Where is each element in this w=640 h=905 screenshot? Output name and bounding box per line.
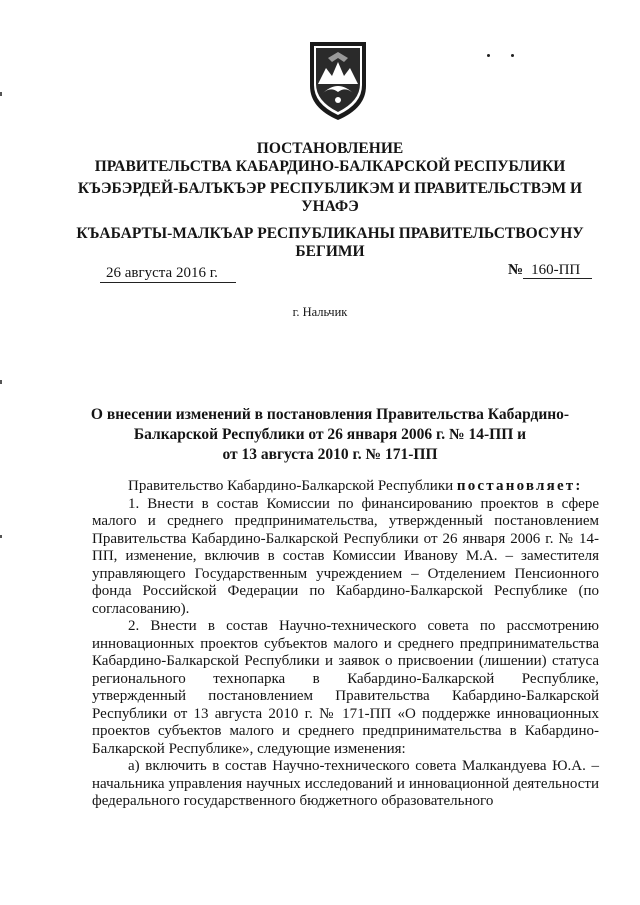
- document-title: [60, 405, 600, 465]
- heading-line: ПРАВИТЕЛЬСТВА КАБАРДИНО-БАЛКАРСКОЙ РЕСПУБЛИКИ: [94, 158, 566, 175]
- document-number: [508, 262, 592, 279]
- paragraph-2: 2. Внести в состав Научно-технического совета по рассмотрению инновационных проектов субъектов малого и среднего предпринимательства Кабардино-Балкарской Республики и заявок о присвоении (лишении) статуса регионального технопарка в Кабардино-Балкарской Республике, утвержденный постановлением Правительства Кабардино-Балкарской Республики от 13 августа 2010 г. № 171-ПП «О поддержке инновационных проектов субъектов малого и среднего предпринимательства в Кабардино-Балкарской Республике», следующие изменения:: [92, 618, 599, 757]
- decree-word: постановляет:: [456, 478, 583, 494]
- intro-text: Правительство Кабардино-Балкарской Республики: [128, 478, 454, 494]
- paragraph-3: а) включить в состав Научно-технического совета Малкандуева Ю.А. – начальника управления научных исследований и инновационной деятельности федерального государственного бюджетного образовательного: [92, 758, 599, 809]
- heading-line: КЪАБАРТЫ-МАЛКЪАР РЕСПУБЛИКАНЫ ПРАВИТЕЛЬСТВОСУНУ: [76, 225, 584, 242]
- number-label: №: [508, 262, 524, 278]
- scan-edge-mark: [0, 380, 2, 384]
- heading-line: БЕГИМИ: [295, 243, 365, 260]
- scan-speck: [511, 54, 514, 57]
- title-line: О внесении изменений в постановления Правительства Кабардино-: [90, 406, 570, 423]
- kabardian-heading: [60, 180, 600, 216]
- document-body: [92, 478, 599, 811]
- heading-line: КЪЭБЭРДЕЙ-БАЛЪКЪЭР РЕСПУБЛИКЭМ И ПРАВИТЕЛЬСТВЭМ И: [77, 180, 583, 197]
- intro-paragraph: [92, 478, 599, 496]
- scan-edge-mark: [0, 535, 2, 538]
- paragraph-1: 1. Внести в состав Комиссии по финансированию проектов в сфере малого и среднего предпринимательства, утвержденный постановлением Правительства Кабардино-Балкарской Республики от 26 января 2006 г. № 14-ПП, изменение, включив в состав Комиссии Иванову М.А. – заместителя управляющего Государственным учреждением – Отделением Пенсионного фонда Российской Федерации по Кабардино-Балкарской Республике (по согласованию).: [92, 495, 599, 617]
- scan-edge-mark: [0, 92, 2, 96]
- document-type-heading: [60, 140, 600, 176]
- title-line: Балкарской Республики от 26 января 2006 г. № 14-ПП и: [133, 426, 527, 443]
- title-line: от 13 августа 2010 г. № 171-ПП: [222, 446, 438, 463]
- heading-line: ПОСТАНОВЛЕНИЕ: [256, 140, 404, 157]
- document-date: 26 августа 2016 г.: [100, 265, 236, 283]
- balkar-heading: [60, 225, 600, 261]
- document-city: г. Нальчик: [292, 305, 348, 319]
- coat-of-arms-emblem: [304, 38, 372, 122]
- number-value: 160-ПП: [523, 262, 592, 279]
- scan-speck: [487, 54, 490, 57]
- heading-line: УНАФЭ: [301, 198, 359, 215]
